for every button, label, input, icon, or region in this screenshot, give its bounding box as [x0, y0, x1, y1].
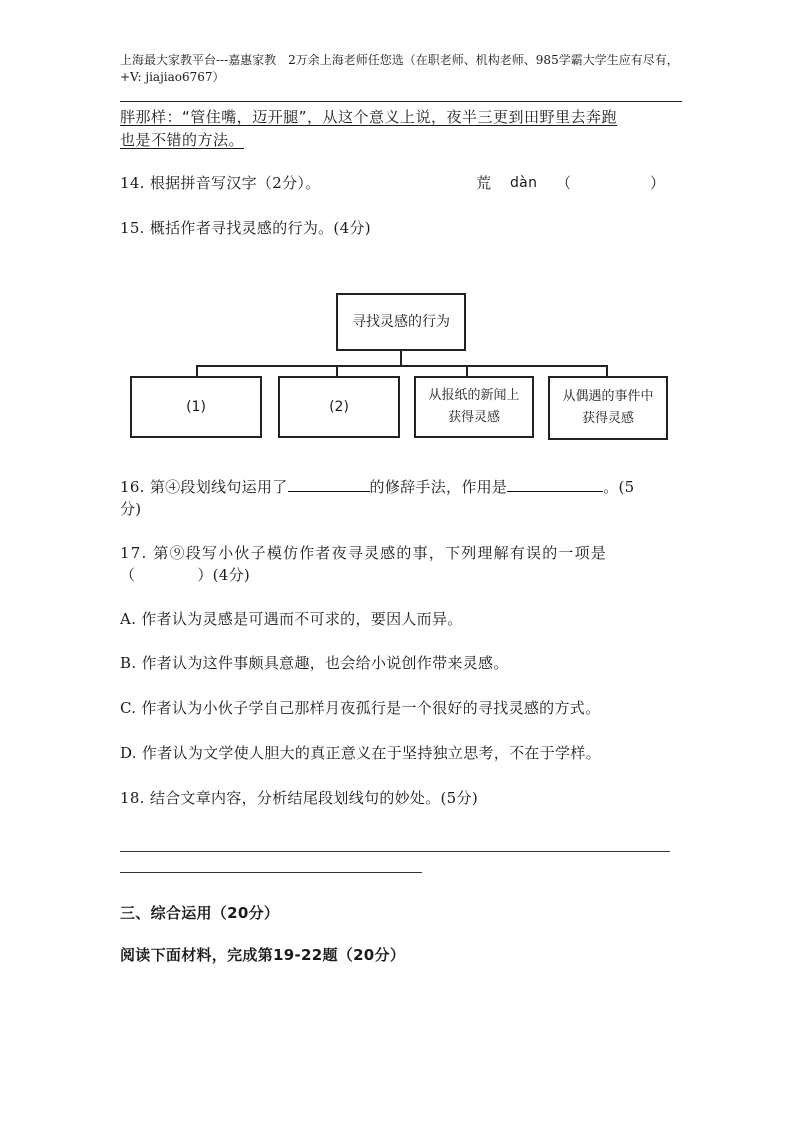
q16-blank-2[interactable]	[507, 477, 603, 492]
excerpt-line-1: 胖那样：“管住嘴，迈开腿”，从这个意义上说，夜半三更到田野里去奔跑	[120, 108, 618, 126]
q14-paren-open: （	[556, 174, 572, 192]
q14-pinyin: dàn	[510, 175, 538, 191]
diagram-box-1-label: (1)	[186, 399, 206, 415]
diagram-box-3	[414, 376, 534, 438]
diagram-connector	[400, 351, 402, 366]
q16-line-2: 分)	[120, 500, 142, 518]
q16-part-1: 16. 第④段划线句运用了	[120, 478, 288, 496]
q14-paren-close: ）	[650, 174, 666, 192]
option-d[interactable]: D. 作者认为文学使人胆大的真正意义在于坚持独立思考，不在于学样。	[120, 744, 601, 762]
diagram-box-3-line-2: 获得灵感	[447, 410, 500, 425]
option-b[interactable]: B. 作者认为这件事颇具意趣，也会给小说创作带来灵感。	[120, 654, 509, 672]
header-divider	[120, 101, 682, 102]
question-18: 18. 结合文章内容，分析结尾段划线句的妙处。(5分)	[120, 789, 478, 807]
diagram-box-4-line-2: 获得灵感	[581, 411, 634, 426]
diagram-box-3-line-1: 从报纸的新闻上	[428, 388, 520, 403]
diagram-root-label: 寻找灵感的行为	[352, 314, 450, 330]
answer-line-1[interactable]	[120, 851, 670, 852]
question-16	[120, 476, 635, 498]
question-17: 17. 第⑨段写小伙子模仿作者夜寻灵感的事，下列理解有误的一项是	[120, 544, 608, 562]
question-14: 14. 根据拼音写汉字（2分）。	[120, 174, 321, 192]
diagram-connector	[196, 365, 608, 367]
q17-paren-open: （	[120, 566, 136, 584]
diagram-box-1	[130, 376, 262, 438]
option-c[interactable]: C. 作者认为小伙子学自己那样月夜孤行是一个很好的寻找灵感的方式。	[120, 699, 601, 717]
q14-char: 荒	[476, 174, 492, 192]
diagram-box-2	[278, 376, 400, 438]
section-3-title: 三、综合运用（20分）	[120, 904, 280, 922]
diagram-root-box	[336, 293, 466, 351]
q16-part-3: 。(5	[603, 478, 635, 496]
answer-line-2[interactable]	[120, 872, 422, 873]
page-header: 上海最大家教平台---嘉惠家教 2万余上海老师任您选（在职老师、机构老师、985学霸大学生应有尽有，+V: jiajiao6767）	[120, 53, 679, 84]
q16-part-2: 的修辞手法，作用是	[369, 478, 508, 496]
section-3-instruction: 阅读下面材料，完成第19-22题（20分）	[120, 946, 406, 964]
excerpt-line-2: 也是不错的方法。	[120, 131, 245, 149]
q16-blank-1[interactable]	[288, 477, 370, 492]
q17-line-2	[120, 564, 250, 586]
q17-paren-close: ）(4分)	[197, 566, 251, 584]
diagram-box-2-label: (2)	[329, 399, 349, 415]
diagram-box-4-line-1: 从偶遇的事件中	[562, 389, 654, 404]
option-a[interactable]: A. 作者认为灵感是可遇而不可求的，要因人而异。	[120, 610, 463, 628]
diagram-box-4	[548, 376, 668, 440]
question-15: 15. 概括作者寻找灵感的行为。(4分)	[120, 219, 371, 237]
